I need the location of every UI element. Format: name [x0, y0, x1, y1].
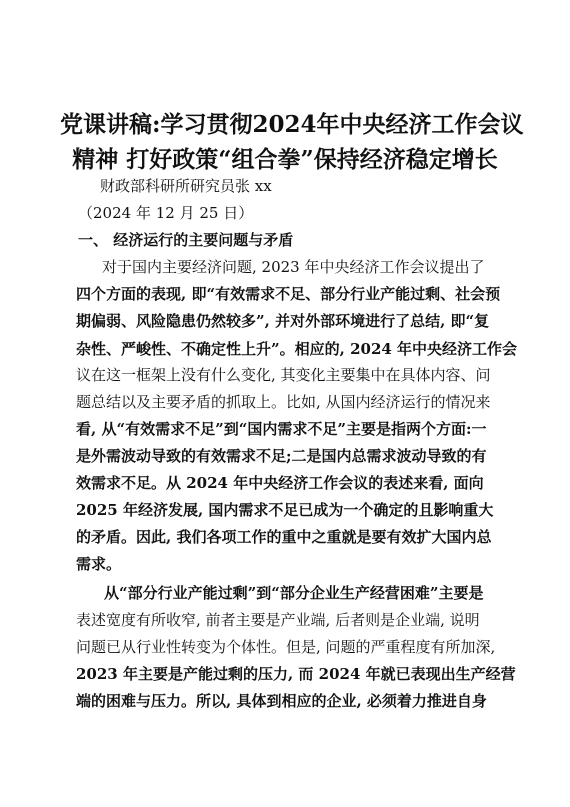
paragraph-2-line: 表述宽度有所收窄, 前者主要是产业端, 后者则是企业端, 说明	[76, 611, 480, 629]
paragraph-2-line: 2023 年主要是产能过剩的压力, 而 2024 年就已表现出生产经营	[76, 665, 516, 683]
author-line: 财政部科研所研究员张 xx	[100, 177, 272, 195]
date-line: （2024 年 12 月 25 日）	[78, 204, 254, 222]
paragraph-2-line: 端的困难与压力。所以, 具体到相应的企业, 必须着力推进自身	[76, 692, 487, 710]
paragraph-1-line: 议在这一框架上没有什么变化, 其变化主要集中在具体内容、问	[76, 366, 491, 384]
paragraph-1-line: 的矛盾。因此, 我们各项工作的重中之重就是要有效扩大国内总	[76, 528, 492, 546]
paragraph-1-line: 2025 年经济发展, 国内需求不足已成为一个确定的且影响重大	[76, 501, 494, 519]
paragraph-1-line: 杂性、严峻性、不确定性上升”。相应的, 2024 年中央经济工作会	[76, 340, 518, 358]
paragraph-1-line: 看, 从“有效需求不足”到“国内需求不足”主要是指两个方面:一	[76, 420, 487, 438]
paragraph-2-line: 问题已从行业性转变为个体性。但是, 问题的严重程度有所加深,	[76, 638, 496, 656]
paragraph-1-line: 期偏弱、风险隐患仍然较多”, 并对外部环境进行了总结, 即“复	[76, 312, 490, 330]
paragraph-1-line: 对于国内主要经济问题, 2023 年中央经济工作会议提出了	[102, 258, 485, 276]
paragraph-1-line: 题总结以及主要矛盾的抓取上。比如, 从国内经济运行的情况来	[76, 393, 491, 411]
document-title-line-2: 精神 打好政策“组合拳”保持经济稳定增长	[72, 146, 498, 173]
paragraph-1-line: 需求。	[76, 555, 122, 573]
paragraph-1-line: 效需求不足。从 2024 年中央经济工作会议的表述来看, 面向	[76, 474, 484, 492]
paragraph-1-line: 四个方面的表现, 即“有效需求不足、部分行业产能过剩、社会预	[76, 285, 501, 303]
paragraph-2-line: 从“部分行业产能过剩”到“部分企业生产经营困难”主要是	[104, 584, 484, 602]
document-title-line-1: 党课讲稿:学习贯彻2024年中央经济工作会议	[60, 111, 524, 138]
paragraph-1-line: 是外需波动导致的有效需求不足;二是国内总需求波动导致的有	[76, 447, 487, 465]
section-heading: 一、 经济运行的主要问题与矛盾	[78, 231, 294, 249]
